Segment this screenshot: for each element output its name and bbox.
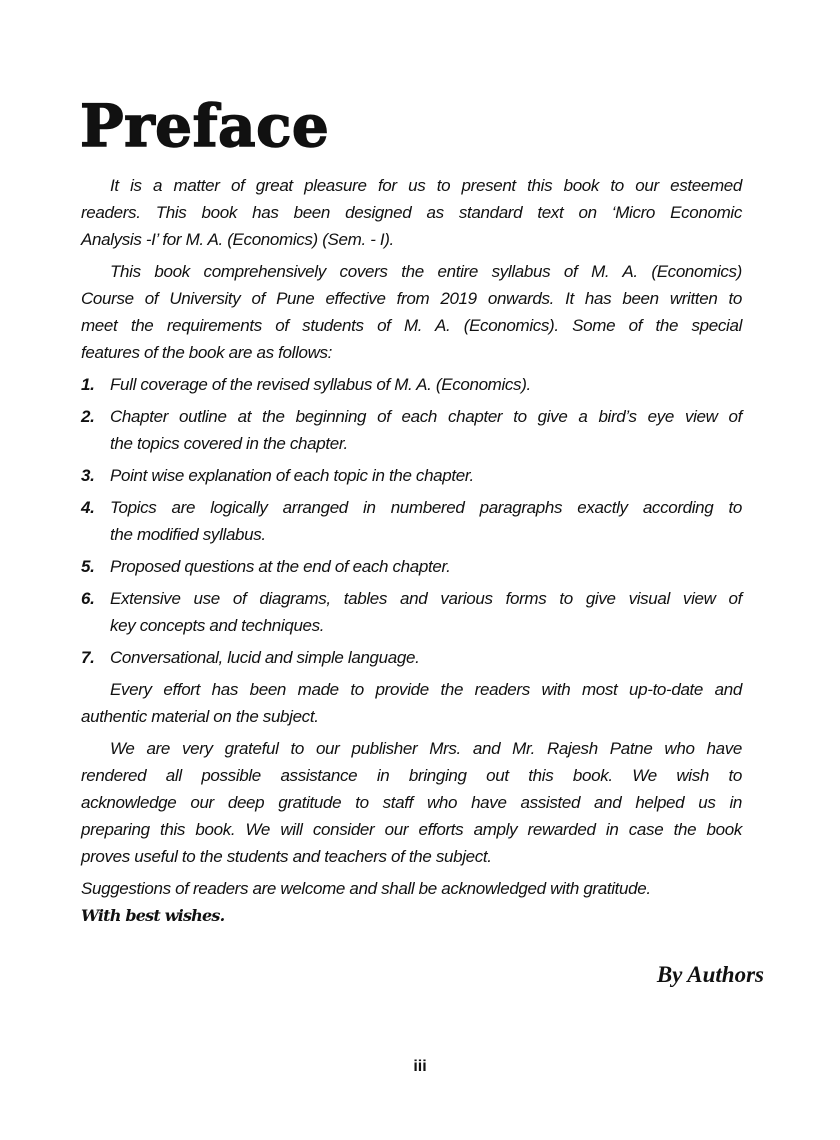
paragraph: [81, 258, 742, 366]
list-number: 1.: [81, 375, 95, 394]
list-item: [81, 585, 742, 639]
list-item: [81, 644, 742, 671]
best-wishes: With best wishes.: [81, 906, 225, 925]
paragraph-line: rendered all possible assistance in bringing out this book. We wish to: [81, 766, 742, 785]
signature: By Authors: [656, 962, 764, 987]
paragraph-line: It is a matter of great pleasure for us to present this book to our esteemed: [110, 176, 742, 195]
page-number: iii: [413, 1058, 427, 1075]
list-item-text: [110, 553, 742, 580]
list-item-line: Point wise explanation of each topic in the chapter.: [110, 466, 474, 485]
list-item-line: key concepts and techniques.: [110, 616, 325, 635]
preface-body: [81, 172, 742, 928]
paragraph-line: We are very grateful to our publisher Mrs. and Mr. Rajesh Patne who have: [110, 739, 742, 758]
paragraph-line: proves useful to the students and teachers of the subject.: [81, 847, 492, 866]
list-item-line: the topics covered in the chapter.: [110, 434, 348, 453]
list-number: 5.: [81, 557, 95, 576]
list-item: [81, 494, 742, 548]
list-item-line: Proposed questions at the end of each chapter.: [110, 557, 451, 576]
paragraph: [81, 735, 742, 870]
paragraph-line: preparing this book. We will consider our efforts amply rewarded in case the book: [81, 820, 742, 839]
list-number: 6.: [81, 589, 95, 608]
paragraph-line: acknowledge our deep gratitude to staff who have assisted and helped us in: [81, 793, 742, 812]
list-item-text: [110, 585, 742, 639]
list-item-text: [110, 644, 742, 671]
paragraph-line: Course of University of Pune effective from 2019 onwards. It has been written to: [81, 289, 742, 308]
paragraph-line: meet the requirements of students of M. A. (Economics). Some of the special: [81, 316, 742, 335]
paragraph-line: Analysis -I’ for M. A. (Economics) (Sem. - I).: [81, 230, 394, 249]
list-item-text: [110, 403, 742, 457]
list-item-line: Chapter outline at the beginning of each chapter to give a bird’s eye view of: [110, 407, 742, 426]
list-number: 3.: [81, 466, 95, 485]
list-item-text: [110, 462, 742, 489]
list-item-line: Extensive use of diagrams, tables and various forms to give visual view of: [110, 589, 742, 608]
list-item-line: Full coverage of the revised syllabus of M. A. (Economics).: [110, 375, 531, 394]
list-item-text: [110, 371, 742, 398]
list-item-line: Topics are logically arranged in numbered paragraphs exactly according to: [110, 498, 742, 517]
paragraph: [81, 172, 742, 253]
suggestions-text: Suggestions of readers are welcome and shall be acknowledged with gratitude.: [81, 879, 651, 898]
paragraph-line: This book comprehensively covers the entire syllabus of M. A. (Economics): [110, 262, 742, 281]
paragraph-line: features of the book are as follows:: [81, 343, 333, 362]
intro-paragraphs: [81, 172, 742, 366]
list-item: [81, 371, 742, 398]
list-item: [81, 462, 742, 489]
list-number: 4.: [81, 498, 95, 517]
paragraph-line: authentic material on the subject.: [81, 707, 319, 726]
paragraph: [81, 676, 742, 730]
list-item-line: Conversational, lucid and simple language.: [110, 648, 420, 667]
list-item: [81, 553, 742, 580]
list-item-text: [110, 494, 742, 548]
page-title: Preface: [80, 92, 330, 160]
paragraph-line: Every effort has been made to provide the readers with most up-to-date and: [110, 680, 742, 699]
closing-paragraphs: [81, 676, 742, 870]
paragraph-line: readers. This book has been designed as standard text on ‘Micro Economic: [81, 203, 742, 222]
list-number: 7.: [81, 648, 95, 667]
features-list: [81, 371, 742, 671]
list-item-line: the modified syllabus.: [110, 525, 266, 544]
list-item: [81, 403, 742, 457]
list-number: 2.: [81, 407, 95, 426]
